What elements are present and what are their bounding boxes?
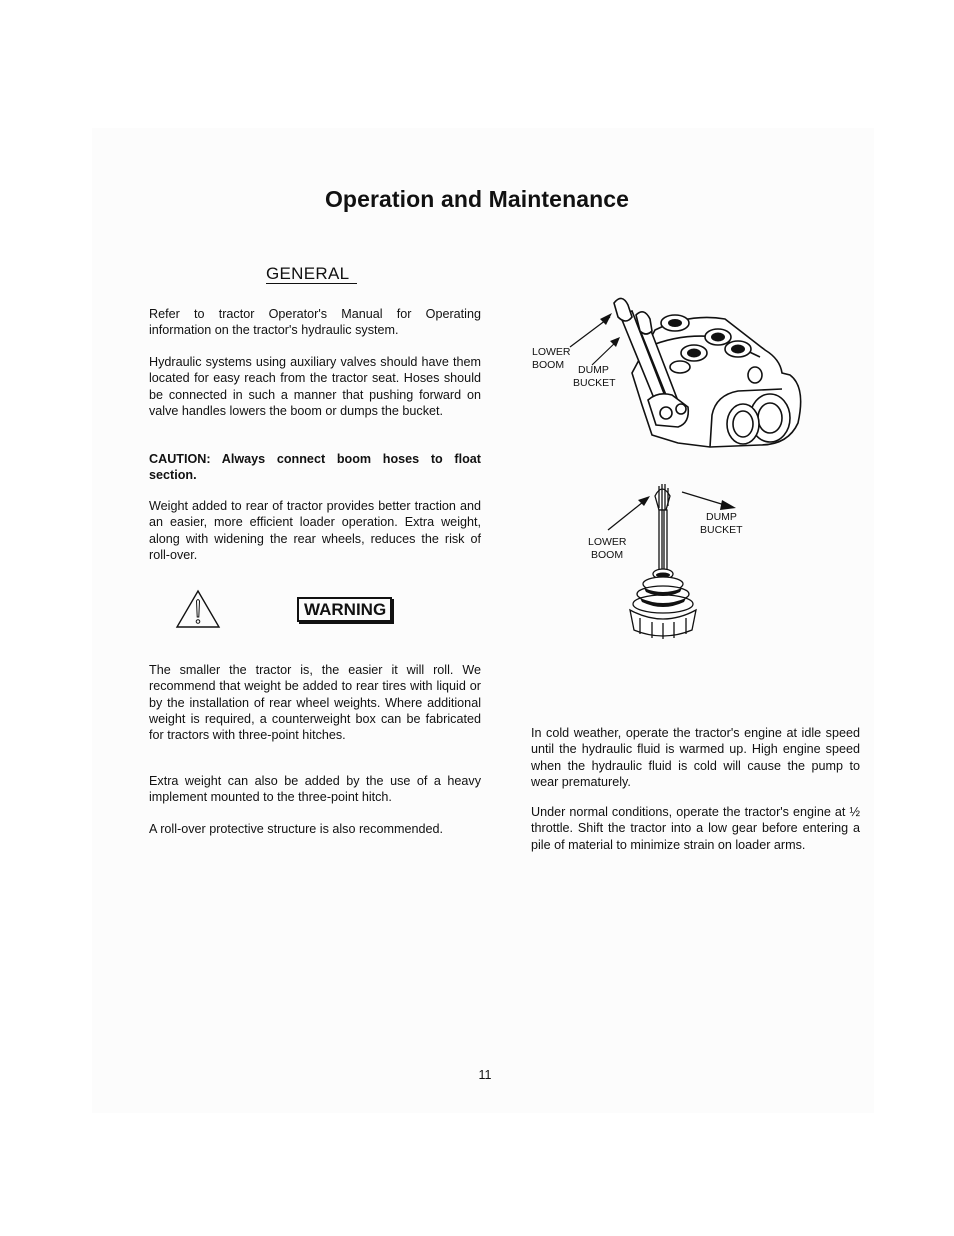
paragraph-hydraulic-valves: Hydraulic systems using auxiliary valves should have them located for easy reach from the tractor seat. Hoses should be connected in such a manner that pushing forward on valve handles lowers the boom or dumps the bucket. xyxy=(149,355,481,418)
joystick-label-bucket: BUCKET xyxy=(700,523,743,536)
paragraph-cold-weather: In cold weather, operate the tractor's engine at idle speed until the hydraulic fluid is warmed up. High engine speed when the hydraulic fluid is cold will cause the pump to wear prematurely. xyxy=(531,726,860,789)
joystick-label-boom: BOOM xyxy=(591,548,624,561)
joystick-label-dump: DUMP xyxy=(706,511,737,523)
valve-label-lower: LOWER xyxy=(532,346,571,358)
paragraph-refer-manual: Refer to tractor Operator's Manual for Operating information on the tractor's hydraulic system. xyxy=(149,307,481,338)
valve-label-dump-bucket xyxy=(573,364,616,389)
paragraph-rops: A roll-over protective structure is also recommended. xyxy=(149,822,443,836)
joystick-label-dump-bucket xyxy=(700,511,743,536)
paragraph-small-tractor: The smaller the tractor is, the easier it will roll. We recommend that weight be added to rear tires with liquid or by the installation of rear wheel weights. Where additional weight is required, a counterweight box can be fabricated for tractors with three-point hitches. xyxy=(149,663,481,743)
joystick-label-lower: LOWER xyxy=(588,536,627,548)
paragraph-rear-weight: Weight added to rear of tractor provides better traction and an easier, more efficient loader operation. Extra weight, along with widening the rear wheels, reduces the risk of roll-over. xyxy=(149,499,481,562)
valve-label-bucket: BUCKET xyxy=(573,376,616,389)
warning-triangle-icon xyxy=(175,589,221,629)
joystick-label-lower-boom xyxy=(588,536,627,561)
paragraph-heavy-implement: Extra weight can also be added by the use of a heavy implement mounted to the three-point hitch. xyxy=(149,774,481,805)
page-title: Operation and Maintenance xyxy=(324,186,630,212)
valve-label-lower-boom xyxy=(532,346,571,371)
page-number: 11 xyxy=(478,1068,492,1082)
paragraph-normal-conditions: Under normal conditions, operate the tractor's engine at ½ throttle. Shift the tractor into a low gear before entering a pile of material to minimize strain on loader arms. xyxy=(531,805,860,852)
valve-label-dump: DUMP xyxy=(578,364,609,376)
caution-note: CAUTION: Always connect boom hoses to float section. xyxy=(149,452,481,483)
valve-label-boom: BOOM xyxy=(532,358,565,371)
section-heading: GENERAL xyxy=(266,264,357,284)
warning-label: WARNING xyxy=(297,597,392,622)
